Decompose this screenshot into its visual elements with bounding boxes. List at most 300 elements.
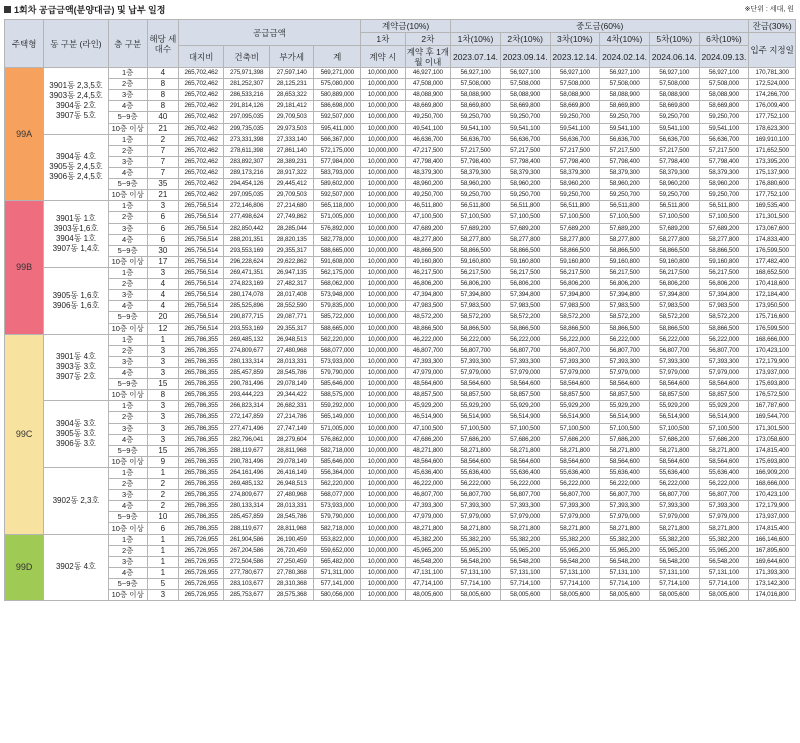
building-cost-cell: 267,204,586 bbox=[224, 545, 270, 556]
header-dep1: 1차 bbox=[361, 33, 406, 46]
interim-3-cell: 58,572,200 bbox=[550, 312, 600, 323]
interim-1-cell: 58,564,600 bbox=[451, 456, 501, 467]
interim-3-cell: 57,714,100 bbox=[550, 579, 600, 590]
floor-cell: 1층 bbox=[108, 267, 147, 278]
total-cell: 591,608,000 bbox=[314, 256, 361, 267]
total-cell: 573,933,000 bbox=[314, 356, 361, 367]
table-row bbox=[5, 256, 796, 267]
land-cost-cell: 265,756,514 bbox=[178, 267, 224, 278]
table-row bbox=[5, 68, 796, 79]
header-floor: 층 구분 bbox=[108, 20, 147, 68]
interim-2-cell: 58,379,300 bbox=[500, 167, 550, 178]
land-cost-cell: 265,786,355 bbox=[178, 401, 224, 412]
total-cell: 582,718,000 bbox=[314, 523, 361, 534]
land-cost-cell: 265,786,355 bbox=[178, 512, 224, 523]
interim-1-cell: 58,088,900 bbox=[451, 90, 501, 101]
header-interim-5: 5차(10%) bbox=[649, 33, 699, 46]
deposit-1-cell: 10,000,000 bbox=[361, 90, 406, 101]
land-cost-cell: 265,786,355 bbox=[178, 501, 224, 512]
count-cell: 3 bbox=[147, 590, 178, 601]
vat-cell: 28,013,331 bbox=[269, 356, 314, 367]
deposit-2-cell: 47,100,500 bbox=[405, 423, 451, 434]
interim-2-cell: 58,271,800 bbox=[500, 523, 550, 534]
total-cell: 559,652,000 bbox=[314, 545, 361, 556]
interim-3-cell: 57,979,000 bbox=[550, 512, 600, 523]
interim-4-cell: 56,927,100 bbox=[600, 68, 650, 79]
header-interim-date-6: 2024.09.13. bbox=[699, 46, 749, 68]
interim-6-cell: 57,689,200 bbox=[699, 223, 749, 234]
interim-3-cell: 57,393,300 bbox=[550, 356, 600, 367]
interim-6-cell: 59,250,700 bbox=[699, 112, 749, 123]
interim-1-cell: 57,393,300 bbox=[451, 501, 501, 512]
interim-4-cell: 58,271,800 bbox=[600, 523, 650, 534]
interim-4-cell: 57,689,200 bbox=[600, 223, 650, 234]
interim-4-cell: 57,100,500 bbox=[600, 423, 650, 434]
deposit-1-cell: 10,000,000 bbox=[361, 68, 406, 79]
interim-1-cell: 58,866,500 bbox=[451, 323, 501, 334]
interim-5-cell: 57,131,100 bbox=[649, 567, 699, 578]
interim-5-cell: 57,983,500 bbox=[649, 301, 699, 312]
interim-6-cell: 56,807,700 bbox=[699, 345, 749, 356]
total-cell: 556,364,000 bbox=[314, 467, 361, 478]
interim-2-cell: 57,131,100 bbox=[500, 567, 550, 578]
building-cost-cell: 275,971,398 bbox=[224, 68, 270, 79]
balance-cell: 176,572,500 bbox=[749, 390, 796, 401]
interim-5-cell: 57,100,500 bbox=[649, 423, 699, 434]
interim-5-cell: 56,807,700 bbox=[649, 345, 699, 356]
interim-2-cell: 57,394,800 bbox=[500, 290, 550, 301]
count-cell: 10 bbox=[147, 512, 178, 523]
interim-3-cell: 58,564,600 bbox=[550, 456, 600, 467]
interim-6-cell: 57,798,400 bbox=[699, 156, 749, 167]
table-row bbox=[5, 490, 796, 501]
interim-3-cell: 58,564,600 bbox=[550, 379, 600, 390]
land-cost-cell: 265,786,355 bbox=[178, 456, 224, 467]
deposit-2-cell: 46,222,000 bbox=[405, 479, 451, 490]
interim-6-cell: 56,806,200 bbox=[699, 279, 749, 290]
total-cell: 565,149,000 bbox=[314, 412, 361, 423]
building-cost-cell: 269,485,132 bbox=[224, 479, 270, 490]
deposit-2-cell: 46,636,700 bbox=[405, 134, 451, 145]
building-cost-cell: 285,457,859 bbox=[224, 367, 270, 378]
dong-line: 3903동 3호 bbox=[55, 362, 96, 372]
balance-cell: 172,179,900 bbox=[749, 356, 796, 367]
interim-3-cell: 58,379,300 bbox=[550, 167, 600, 178]
balance-cell: 178,623,300 bbox=[749, 123, 796, 134]
count-cell: 6 bbox=[147, 212, 178, 223]
interim-3-cell: 57,798,400 bbox=[550, 156, 600, 167]
interim-1-cell: 55,929,200 bbox=[451, 401, 501, 412]
interim-1-cell: 58,572,200 bbox=[451, 312, 501, 323]
interim-4-cell: 56,548,200 bbox=[600, 556, 650, 567]
deposit-2-cell: 49,160,800 bbox=[405, 256, 451, 267]
total-cell: 579,835,000 bbox=[314, 301, 361, 312]
floor-cell: 5~9층 bbox=[108, 579, 147, 590]
dong-line: 3905동 1,6호 bbox=[52, 290, 100, 300]
interim-5-cell: 57,714,100 bbox=[649, 579, 699, 590]
table-row bbox=[5, 223, 796, 234]
count-cell: 3 bbox=[147, 201, 178, 212]
interim-6-cell: 58,005,600 bbox=[699, 590, 749, 601]
vat-cell: 27,480,968 bbox=[269, 345, 314, 356]
interim-4-cell: 58,005,600 bbox=[600, 590, 650, 601]
count-cell: 35 bbox=[147, 179, 178, 190]
vat-cell: 28,017,408 bbox=[269, 290, 314, 301]
count-cell: 40 bbox=[147, 112, 178, 123]
land-cost-cell: 265,786,355 bbox=[178, 423, 224, 434]
total-cell: 586,698,000 bbox=[314, 101, 361, 112]
vat-cell: 27,214,680 bbox=[269, 201, 314, 212]
interim-1-cell: 56,511,800 bbox=[451, 201, 501, 212]
header-interim-2: 2차(10%) bbox=[500, 33, 550, 46]
floor-cell: 5~9층 bbox=[108, 512, 147, 523]
interim-1-cell: 56,636,700 bbox=[451, 134, 501, 145]
deposit-1-cell: 10,000,000 bbox=[361, 501, 406, 512]
deposit-2-cell: 47,983,500 bbox=[405, 301, 451, 312]
interim-1-cell: 57,131,100 bbox=[451, 567, 501, 578]
header-interim-date-2: 2023.09.14. bbox=[500, 46, 550, 68]
count-cell: 21 bbox=[147, 190, 178, 201]
interim-1-cell: 56,217,500 bbox=[451, 267, 501, 278]
table-row bbox=[5, 179, 796, 190]
building-cost-cell: 285,525,896 bbox=[224, 301, 270, 312]
interim-2-cell: 56,806,200 bbox=[500, 279, 550, 290]
total-cell: 573,948,000 bbox=[314, 290, 361, 301]
interim-2-cell: 57,798,400 bbox=[500, 156, 550, 167]
interim-6-cell: 57,393,300 bbox=[699, 501, 749, 512]
total-cell: 582,778,000 bbox=[314, 234, 361, 245]
interim-6-cell: 58,564,600 bbox=[699, 456, 749, 467]
land-cost-cell: 265,786,355 bbox=[178, 412, 224, 423]
interim-2-cell: 56,636,700 bbox=[500, 134, 550, 145]
count-cell: 1 bbox=[147, 556, 178, 567]
interim-6-cell: 58,669,800 bbox=[699, 101, 749, 112]
table-row bbox=[5, 434, 796, 445]
vat-cell: 27,747,149 bbox=[269, 423, 314, 434]
land-cost-cell: 265,702,462 bbox=[178, 145, 224, 156]
header-total: 계 bbox=[314, 46, 361, 68]
total-cell: 573,933,000 bbox=[314, 501, 361, 512]
vat-cell: 28,125,231 bbox=[269, 79, 314, 90]
interim-2-cell: 57,393,300 bbox=[500, 501, 550, 512]
table-row bbox=[5, 201, 796, 212]
interim-6-cell: 55,636,400 bbox=[699, 467, 749, 478]
deposit-1-cell: 10,000,000 bbox=[361, 523, 406, 534]
dong-line: 3903동 2,4,5호 bbox=[49, 90, 103, 100]
interim-2-cell: 57,689,200 bbox=[500, 223, 550, 234]
building-cost-cell: 272,504,586 bbox=[224, 556, 270, 567]
deposit-2-cell: 47,217,500 bbox=[405, 145, 451, 156]
building-cost-cell: 280,174,078 bbox=[224, 290, 270, 301]
interim-6-cell: 58,379,300 bbox=[699, 167, 749, 178]
table-row bbox=[5, 379, 796, 390]
deposit-1-cell: 10,000,000 bbox=[361, 134, 406, 145]
deposit-2-cell: 49,250,700 bbox=[405, 190, 451, 201]
header-supply: 공급금액 bbox=[178, 20, 360, 46]
building-cost-cell: 272,146,806 bbox=[224, 201, 270, 212]
dong-cell bbox=[44, 134, 108, 201]
interim-5-cell: 56,806,200 bbox=[649, 279, 699, 290]
interim-3-cell: 58,271,800 bbox=[550, 445, 600, 456]
vat-cell: 26,682,331 bbox=[269, 401, 314, 412]
interim-1-cell: 58,005,600 bbox=[451, 590, 501, 601]
balance-cell: 174,016,800 bbox=[749, 590, 796, 601]
interim-1-cell: 58,277,800 bbox=[451, 234, 501, 245]
interim-1-cell: 57,714,100 bbox=[451, 579, 501, 590]
interim-5-cell: 57,393,300 bbox=[649, 356, 699, 367]
vat-cell: 27,861,140 bbox=[269, 145, 314, 156]
interim-6-cell: 56,511,800 bbox=[699, 201, 749, 212]
dong-line: 3906동 1,6호 bbox=[52, 300, 100, 310]
deposit-2-cell: 48,271,800 bbox=[405, 523, 451, 534]
deposit-2-cell: 48,088,900 bbox=[405, 90, 451, 101]
dong-cell bbox=[44, 334, 108, 401]
land-cost-cell: 265,786,355 bbox=[178, 379, 224, 390]
page-header bbox=[4, 3, 796, 17]
deposit-2-cell: 47,100,500 bbox=[405, 212, 451, 223]
interim-6-cell: 57,983,500 bbox=[699, 301, 749, 312]
interim-2-cell: 59,541,100 bbox=[500, 123, 550, 134]
balance-cell: 170,781,300 bbox=[749, 68, 796, 79]
building-cost-cell: 280,133,314 bbox=[224, 356, 270, 367]
vat-cell: 29,445,412 bbox=[269, 179, 314, 190]
vat-cell: 29,622,862 bbox=[269, 256, 314, 267]
floor-cell: 10층 이상 bbox=[108, 523, 147, 534]
interim-2-cell: 56,222,000 bbox=[500, 479, 550, 490]
interim-2-cell: 58,564,600 bbox=[500, 456, 550, 467]
interim-1-cell: 56,807,700 bbox=[451, 490, 501, 501]
dong-line: 3904동 4호 bbox=[55, 152, 96, 162]
table-row bbox=[5, 590, 796, 601]
header-dep2: 2차 bbox=[405, 33, 451, 46]
interim-4-cell: 57,393,300 bbox=[600, 356, 650, 367]
land-cost-cell: 265,726,955 bbox=[178, 556, 224, 567]
deposit-1-cell: 10,000,000 bbox=[361, 356, 406, 367]
interim-4-cell: 56,511,800 bbox=[600, 201, 650, 212]
total-cell: 562,220,000 bbox=[314, 334, 361, 345]
land-cost-cell: 265,702,462 bbox=[178, 112, 224, 123]
interim-6-cell: 57,979,000 bbox=[699, 367, 749, 378]
building-cost-cell: 288,119,677 bbox=[224, 445, 270, 456]
deposit-1-cell: 10,000,000 bbox=[361, 234, 406, 245]
count-cell: 7 bbox=[147, 145, 178, 156]
interim-1-cell: 58,564,600 bbox=[451, 379, 501, 390]
table-row bbox=[5, 245, 796, 256]
table-row bbox=[5, 167, 796, 178]
floor-cell: 4층 bbox=[108, 501, 147, 512]
floor-cell: 2층 bbox=[108, 479, 147, 490]
floor-cell: 3층 bbox=[108, 356, 147, 367]
floor-cell: 10층 이상 bbox=[108, 190, 147, 201]
interim-5-cell: 56,217,500 bbox=[649, 267, 699, 278]
interim-6-cell: 59,250,700 bbox=[699, 190, 749, 201]
header-interim-date-4: 2024.02.14. bbox=[600, 46, 650, 68]
table-row bbox=[5, 79, 796, 90]
dong-line: 3902동 4호 bbox=[55, 562, 96, 572]
land-cost-cell: 265,726,955 bbox=[178, 579, 224, 590]
table-row bbox=[5, 556, 796, 567]
deposit-1-cell: 10,000,000 bbox=[361, 490, 406, 501]
interim-5-cell: 58,572,200 bbox=[649, 312, 699, 323]
interim-5-cell: 56,511,800 bbox=[649, 201, 699, 212]
table-row bbox=[5, 145, 796, 156]
deposit-2-cell: 48,379,300 bbox=[405, 167, 451, 178]
count-cell: 8 bbox=[147, 90, 178, 101]
interim-1-cell: 57,686,200 bbox=[451, 434, 501, 445]
interim-1-cell: 59,250,700 bbox=[451, 190, 501, 201]
deposit-2-cell: 48,271,800 bbox=[405, 445, 451, 456]
total-cell: 588,665,000 bbox=[314, 323, 361, 334]
interim-3-cell: 57,100,500 bbox=[550, 212, 600, 223]
balance-cell: 175,716,600 bbox=[749, 312, 796, 323]
deposit-2-cell: 48,277,800 bbox=[405, 234, 451, 245]
interim-3-cell: 57,508,000 bbox=[550, 79, 600, 90]
total-cell: 576,862,000 bbox=[314, 434, 361, 445]
interim-6-cell: 58,572,200 bbox=[699, 312, 749, 323]
interim-1-cell: 57,979,000 bbox=[451, 512, 501, 523]
building-cost-cell: 299,735,035 bbox=[224, 123, 270, 134]
interim-2-cell: 58,669,800 bbox=[500, 101, 550, 112]
deposit-1-cell: 10,000,000 bbox=[361, 101, 406, 112]
balance-cell: 175,693,800 bbox=[749, 379, 796, 390]
vat-cell: 29,355,317 bbox=[269, 323, 314, 334]
total-cell: 575,080,000 bbox=[314, 79, 361, 90]
land-cost-cell: 265,702,462 bbox=[178, 190, 224, 201]
vat-cell: 27,480,968 bbox=[269, 490, 314, 501]
building-cost-cell: 290,781,496 bbox=[224, 456, 270, 467]
count-cell: 1 bbox=[147, 545, 178, 556]
land-cost-cell: 265,786,355 bbox=[178, 445, 224, 456]
interim-5-cell: 58,866,500 bbox=[649, 323, 699, 334]
land-cost-cell: 265,786,355 bbox=[178, 523, 224, 534]
interim-6-cell: 57,508,000 bbox=[699, 79, 749, 90]
interim-3-cell: 58,866,500 bbox=[550, 323, 600, 334]
interim-4-cell: 58,271,800 bbox=[600, 445, 650, 456]
building-cost-cell: 290,781,496 bbox=[224, 379, 270, 390]
balance-cell: 173,142,300 bbox=[749, 579, 796, 590]
deposit-2-cell: 47,714,100 bbox=[405, 579, 451, 590]
building-cost-cell: 274,809,677 bbox=[224, 490, 270, 501]
vat-cell: 28,389,231 bbox=[269, 156, 314, 167]
floor-cell: 1층 bbox=[108, 134, 147, 145]
interim-1-cell: 58,271,800 bbox=[451, 445, 501, 456]
interim-1-cell: 57,393,300 bbox=[451, 356, 501, 367]
interim-5-cell: 58,669,800 bbox=[649, 101, 699, 112]
floor-cell: 4층 bbox=[108, 367, 147, 378]
interim-2-cell: 55,636,400 bbox=[500, 467, 550, 478]
deposit-1-cell: 10,000,000 bbox=[361, 256, 406, 267]
dong-line: 3905동 2,4,5호 bbox=[49, 162, 103, 172]
building-cost-cell: 286,533,216 bbox=[224, 90, 270, 101]
floor-cell: 1층 bbox=[108, 534, 147, 545]
count-cell: 4 bbox=[147, 290, 178, 301]
interim-4-cell: 57,714,100 bbox=[600, 579, 650, 590]
interim-1-cell: 58,271,800 bbox=[451, 523, 501, 534]
vat-cell: 28,545,786 bbox=[269, 512, 314, 523]
interim-2-cell: 55,382,200 bbox=[500, 534, 550, 545]
interim-4-cell: 59,160,800 bbox=[600, 256, 650, 267]
deposit-2-cell: 46,807,700 bbox=[405, 345, 451, 356]
balance-cell: 172,184,400 bbox=[749, 290, 796, 301]
balance-cell: 170,423,100 bbox=[749, 490, 796, 501]
interim-4-cell: 59,250,700 bbox=[600, 190, 650, 201]
balance-cell: 168,666,000 bbox=[749, 334, 796, 345]
dong-line: 3903동1,6호 bbox=[53, 224, 99, 234]
interim-6-cell: 59,160,800 bbox=[699, 256, 749, 267]
floor-cell: 4층 bbox=[108, 434, 147, 445]
interim-4-cell: 58,857,500 bbox=[600, 390, 650, 401]
floor-cell: 4층 bbox=[108, 167, 147, 178]
deposit-2-cell: 48,564,600 bbox=[405, 379, 451, 390]
count-cell: 8 bbox=[147, 79, 178, 90]
interim-5-cell: 57,217,500 bbox=[649, 145, 699, 156]
interim-6-cell: 57,394,800 bbox=[699, 290, 749, 301]
vat-cell: 29,087,771 bbox=[269, 312, 314, 323]
interim-2-cell: 57,714,100 bbox=[500, 579, 550, 590]
deposit-1-cell: 10,000,000 bbox=[361, 334, 406, 345]
deposit-1-cell: 10,000,000 bbox=[361, 190, 406, 201]
deposit-2-cell: 47,979,000 bbox=[405, 367, 451, 378]
count-cell: 4 bbox=[147, 301, 178, 312]
deposit-1-cell: 10,000,000 bbox=[361, 167, 406, 178]
building-cost-cell: 293,553,169 bbox=[224, 245, 270, 256]
interim-3-cell: 56,807,700 bbox=[550, 490, 600, 501]
interim-4-cell: 58,564,600 bbox=[600, 379, 650, 390]
count-cell: 12 bbox=[147, 323, 178, 334]
count-cell: 3 bbox=[147, 434, 178, 445]
total-cell: 592,507,000 bbox=[314, 112, 361, 123]
table-row bbox=[5, 190, 796, 201]
building-cost-cell: 289,173,216 bbox=[224, 167, 270, 178]
interim-6-cell: 58,866,500 bbox=[699, 245, 749, 256]
total-cell: 580,889,000 bbox=[314, 90, 361, 101]
interim-3-cell: 58,669,800 bbox=[550, 101, 600, 112]
header-interim-date-1: 2023.07.14. bbox=[451, 46, 501, 68]
count-cell: 8 bbox=[147, 390, 178, 401]
header-balance: 잔금(30%) bbox=[749, 20, 796, 33]
interim-5-cell: 58,960,200 bbox=[649, 179, 699, 190]
balance-cell: 171,301,500 bbox=[749, 423, 796, 434]
interim-4-cell: 59,541,100 bbox=[600, 123, 650, 134]
unit-type-cell: 99B bbox=[5, 201, 44, 334]
interim-4-cell: 58,866,500 bbox=[600, 245, 650, 256]
land-cost-cell: 265,702,462 bbox=[178, 123, 224, 134]
interim-3-cell: 57,686,200 bbox=[550, 434, 600, 445]
dong-cell bbox=[44, 401, 108, 468]
building-cost-cell: 274,823,169 bbox=[224, 279, 270, 290]
deposit-2-cell: 49,541,100 bbox=[405, 123, 451, 134]
table-row bbox=[5, 234, 796, 245]
table-row bbox=[5, 356, 796, 367]
vat-cell: 28,545,786 bbox=[269, 367, 314, 378]
floor-cell: 5~9층 bbox=[108, 312, 147, 323]
total-cell: 568,062,000 bbox=[314, 279, 361, 290]
vat-cell: 28,575,368 bbox=[269, 590, 314, 601]
interim-3-cell: 56,807,700 bbox=[550, 345, 600, 356]
floor-cell: 10층 이상 bbox=[108, 323, 147, 334]
vat-cell: 27,749,862 bbox=[269, 212, 314, 223]
header-balance-when: 입주 지정일 bbox=[749, 33, 796, 68]
interim-2-cell: 58,005,600 bbox=[500, 590, 550, 601]
deposit-2-cell: 47,508,000 bbox=[405, 79, 451, 90]
interim-5-cell: 58,277,800 bbox=[649, 234, 699, 245]
building-cost-cell: 278,611,398 bbox=[224, 145, 270, 156]
interim-3-cell: 57,394,800 bbox=[550, 290, 600, 301]
count-cell: 21 bbox=[147, 123, 178, 134]
header-count: 해당 세대수 bbox=[147, 20, 178, 68]
interim-3-cell: 56,217,500 bbox=[550, 267, 600, 278]
interim-4-cell: 58,960,200 bbox=[600, 179, 650, 190]
